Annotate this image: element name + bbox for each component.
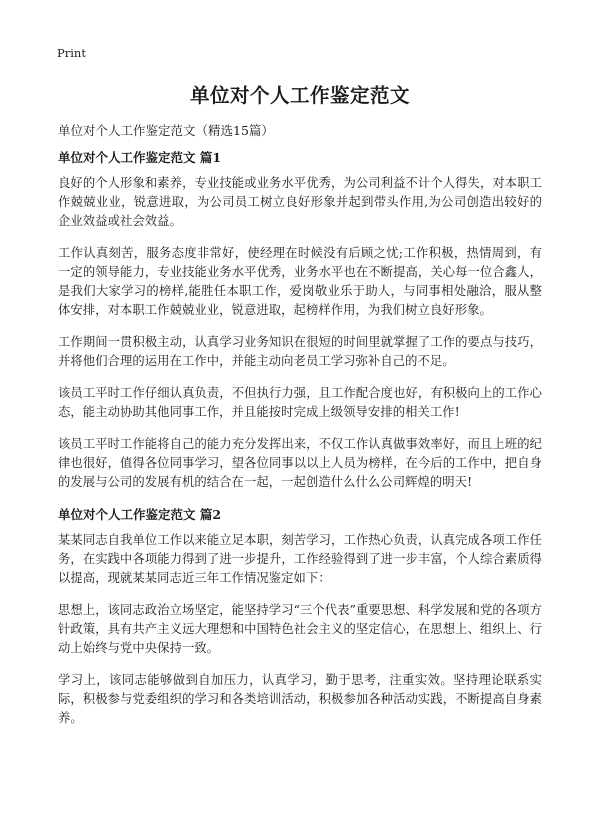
section-heading: 单位对个人工作鉴定范文 篇2 xyxy=(58,507,222,522)
document-subtitle: 单位对个人工作鉴定范文（精选15篇） xyxy=(58,123,274,138)
paragraph: 工作认真刻苦，服务态度非常好，使经理在时候没有后顾之忧;工作积极，热情周到，有一定的领导能力，专业技能业务水平优秀，业务水平也在不断提高，关心每一位合鑫人，是我们大家学习的榜样,能胜任本职工作，爱岗敬业乐于助人，与同事相处融洽，服从整体安排，对本职工作兢兢业业，锐意进取，起榜样作用，为我们树立良好形象。 xyxy=(58,246,542,317)
print-label: Print xyxy=(57,46,86,60)
document-title: 单位对个人工作鉴定范文 xyxy=(189,84,410,107)
section-heading: 单位对个人工作鉴定范文 篇1 xyxy=(58,150,222,165)
paragraph: 思想上，该同志政治立场坚定，能坚持学习“三个代表”重要思想、科学发展和党的各项方针政策，具有共产主义远大理想和中国特色社会主义的坚定信心，在思想上、组织上、行动上始终与党中央保持一致。 xyxy=(58,603,542,655)
paragraph: 学习上，该同志能够做到自加压力，认真学习，勤于思考，注重实效。坚持理论联系实际，积极参与党委组织的学习和各类培训活动，积极参加各种活动实践，不断提高自身素养。 xyxy=(58,673,542,725)
paragraph: 工作期间一贯积极主动，认真学习业务知识在很短的时间里就掌握了工作的要点与技巧，并将他们合理的运用在工作中，并能主动向老员工学习弥补自己的不足。 xyxy=(58,335,542,368)
document-body xyxy=(58,148,542,741)
paragraph: 该员工平时工作仔细认真负责，不但执行力强，且工作配合度也好，有积极向上的工作心态，能主动协助其他同事工作，并且能按时完成上级领导安排的相关工作! xyxy=(58,386,542,419)
paragraph: 该员工平时工作能将自己的能力充分发挥出来，不仅工作认真做事效率好，而且上班的纪律也很好，值得各位同事学习，望各位同事以以上人员为榜样，在今后的工作中，把自身的发展与公司的发展有机的结合在一起，一起创造什么什么公司辉煌的明天! xyxy=(58,437,542,489)
paragraph: 良好的个人形象和素养，专业技能或业务水平优秀，为公司利益不计个人得失，对本职工作兢兢业业，锐意进取，为公司员工树立良好形象并起到带头作用,为公司创造出较好的企业效益或社会效益。 xyxy=(58,176,542,228)
section-1 xyxy=(58,148,542,492)
paragraph: 某某同志自我单位工作以来能立足本职，刻苦学习，工作热心负责，认真完成各项工作任务，在实践中各项能力得到了进一步提升，工作经验得到了进一步丰富，个人综合素质得以提高，现就某某同志近三年工作情况鉴定如下： xyxy=(58,533,542,585)
section-2 xyxy=(58,505,542,728)
